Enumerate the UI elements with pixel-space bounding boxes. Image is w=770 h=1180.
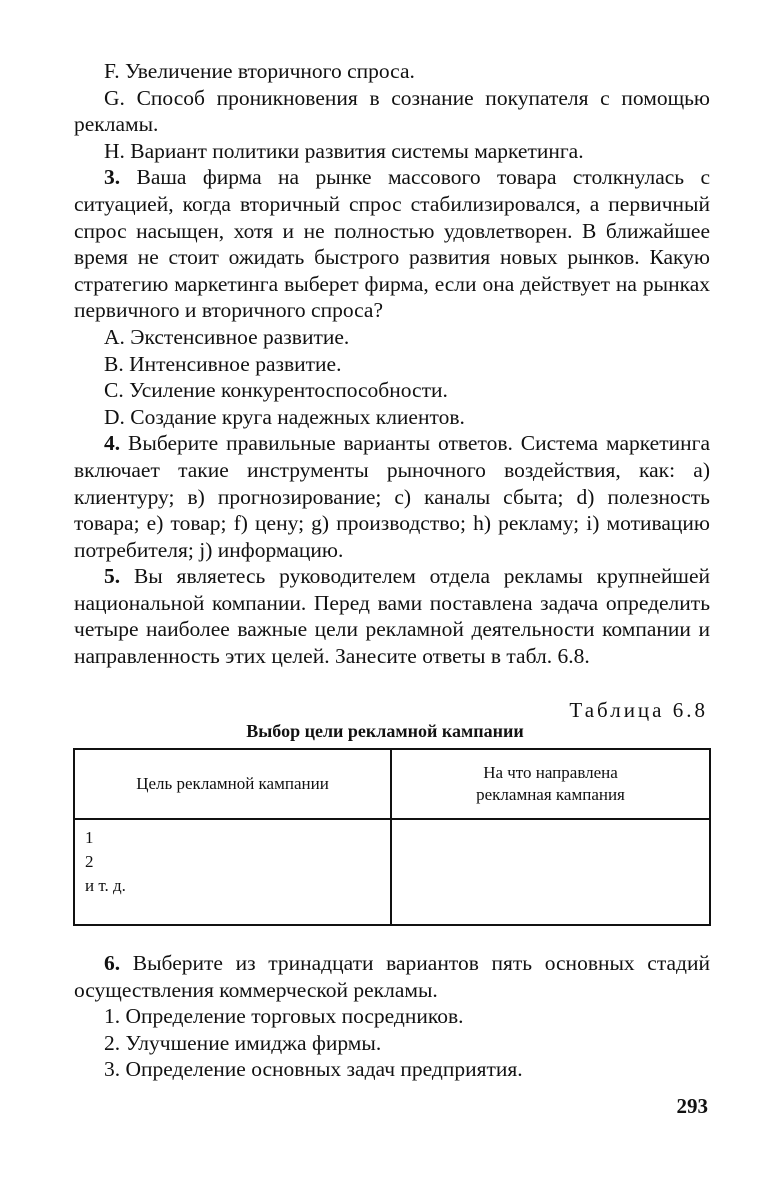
table-row-label: 2 — [85, 852, 94, 871]
table-row — [74, 819, 710, 925]
question-4-number: 4. — [104, 431, 121, 456]
table-cell-goals — [74, 819, 391, 925]
question-3-number: 3. — [104, 165, 121, 190]
option-f: F. Увеличение вторичного спроса. — [104, 59, 415, 83]
table-cell-direction — [391, 819, 710, 925]
page-number: 293 — [676, 1094, 708, 1118]
table-header-goal: Цель рекламной кампании — [74, 749, 391, 819]
table-title: Выбор цели рекламной кампании — [246, 721, 524, 741]
question-3-option-c: C. Усиление конкурентоспособности. — [104, 378, 448, 403]
question-5-text: Вы являетесь руководителем отдела рекламы крупнейшей национальной компании. Перед вами поставлена задача определить четыре наиболее важные цели рекламной деятельности компании и направленность этих целей. Занесите ответы в табл. 6.8. — [74, 564, 711, 669]
option-h: H. Вариант политики развития системы маркетинга. — [104, 138, 584, 163]
table-header-direction-line1: На что направлена — [483, 763, 618, 782]
option-g: G. Способ проникновения в сознание покупателя с помощью рекламы. — [74, 85, 710, 137]
question-5-number: 5. — [104, 564, 121, 589]
table-row-label: и т. д. — [85, 876, 126, 895]
table-header-row — [74, 749, 710, 819]
question-3-option-d: D. Создание круга надежных клиентов. — [104, 404, 465, 429]
table-header-direction — [391, 749, 710, 819]
question-4 — [74, 430, 710, 563]
advertising-goals-table — [73, 748, 711, 926]
text-block-top — [74, 58, 710, 670]
question-5 — [74, 563, 710, 669]
table-caption: Таблица 6.8 — [569, 698, 708, 722]
question-3-option-a: A. Экстенсивное развитие. — [104, 324, 350, 349]
table-header-direction-line2: рекламная кампания — [476, 785, 625, 804]
question-6-option-1: 1. Определение торговых посредников. — [104, 1004, 464, 1029]
table-row-label: 1 — [85, 828, 94, 847]
question-6-number: 6. — [104, 951, 121, 975]
text-block-bottom — [74, 950, 710, 1083]
question-3-text: Ваша фирма на рынке массового товара столкнулась с ситуацией, когда вторичный спрос стабилизировался, а первичный спрос насыщен, хотя и не полностью удовлетворен. В ближайшее время не стоит ожидать быстрого развития новых рынков. Какую стратегию маркетинга выберет фирма, если она действует на рынках первичного и вторичного спроса? — [74, 165, 710, 323]
question-6-option-3: 3. Определение основных задач предприятия. — [104, 1057, 523, 1082]
question-3 — [74, 164, 710, 324]
question-4-text: Выберите правильные варианты ответов. Система маркетинга включает такие инструменты рыночного воздействия, как: а) клиентуру; в) прогнозирование; с) каналы сбыта; d) полезность товара; е) товар; f) цену; g) производство; h) рекламу; i) мотивацию потребителя; j) информацию. — [74, 431, 710, 562]
question-6-text: Выберите из тринадцати вариантов пять основных стадий осуществления коммерческой рекламы. — [74, 951, 710, 1002]
question-6 — [74, 950, 710, 1003]
question-3-option-b: B. Интенсивное развитие. — [104, 351, 342, 376]
question-6-option-2: 2. Улучшение имиджа фирмы. — [104, 1030, 382, 1055]
